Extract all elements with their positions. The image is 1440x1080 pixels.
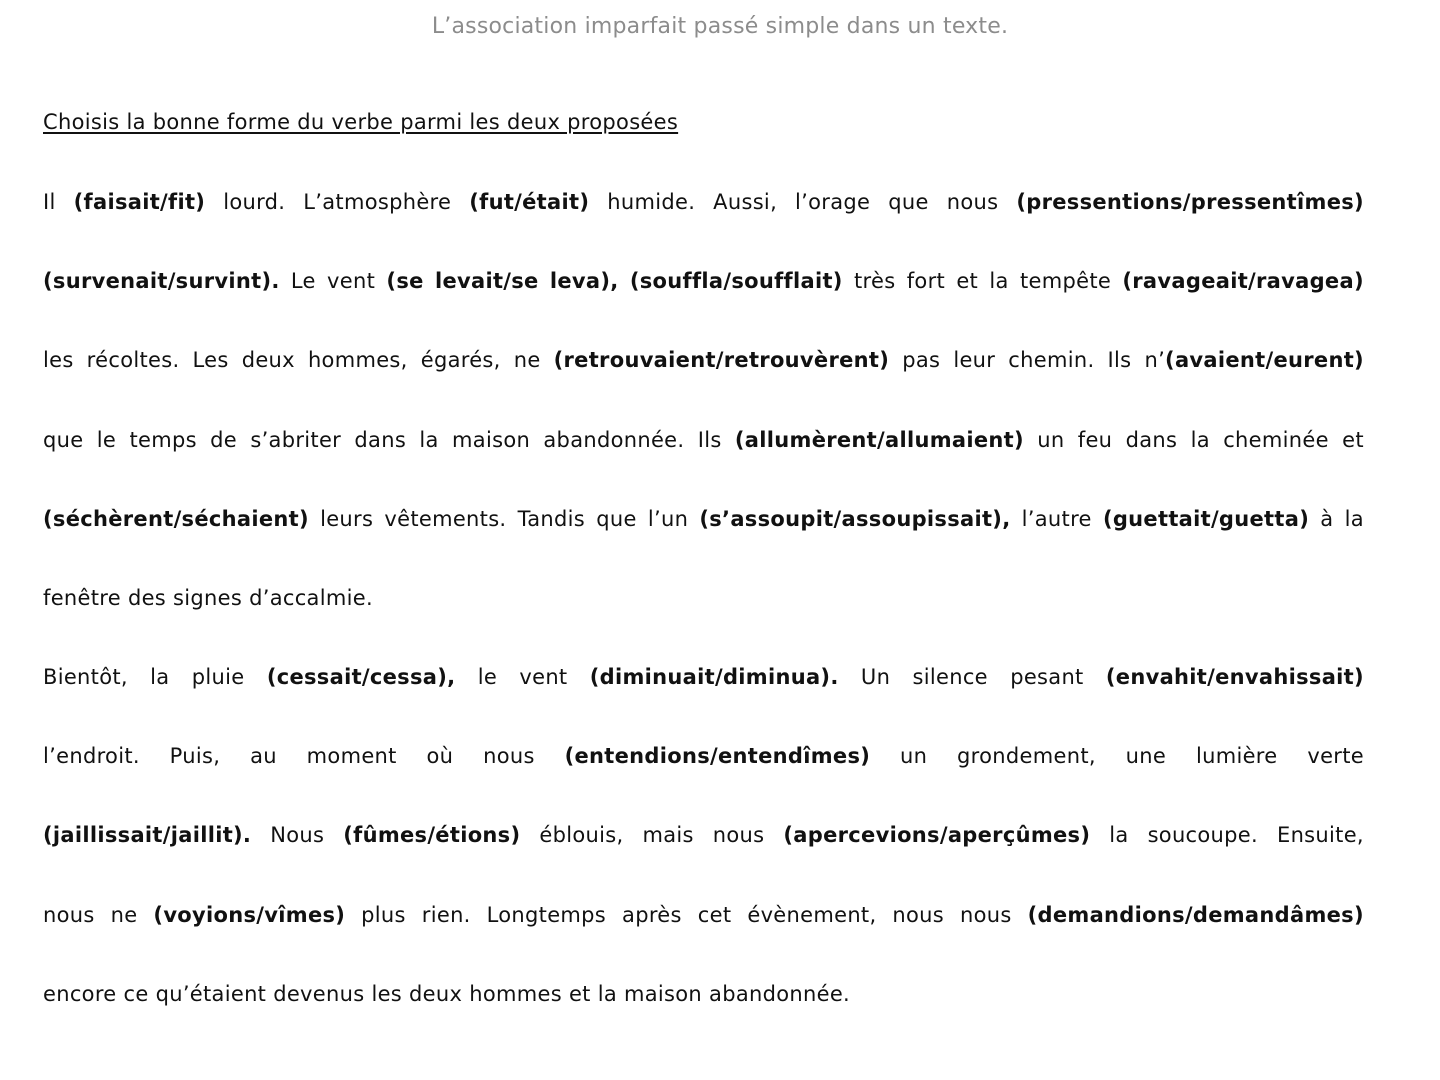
word: feu <box>1077 427 1113 452</box>
word: des <box>127 585 167 610</box>
text-line-last <box>43 559 1364 638</box>
text-line <box>43 638 1364 717</box>
word: hommes <box>469 981 562 1006</box>
word: grondement, <box>957 744 1096 769</box>
word: dans <box>1125 427 1178 452</box>
word: dans <box>354 427 407 452</box>
word: éblouis, <box>539 823 624 848</box>
word: maison <box>623 981 703 1006</box>
word: leurs <box>320 506 374 531</box>
word: temps <box>129 427 197 452</box>
word: lourd. <box>223 190 286 214</box>
word: (entendions/entendîmes) <box>564 744 871 769</box>
text-line <box>43 876 1364 955</box>
document-title: L’association imparfait passé simple dans un texte. <box>431 14 1009 39</box>
word: silence <box>912 665 988 689</box>
word: nous <box>43 902 95 927</box>
word: lumière <box>1195 744 1278 769</box>
word: égarés, <box>420 348 501 373</box>
word: moment <box>306 744 397 769</box>
word: (diminuait/diminua). <box>589 665 839 689</box>
word: nous <box>483 744 535 769</box>
word: (survenait/survint). <box>43 269 280 294</box>
paragraph-1 <box>43 163 1364 638</box>
word: nous <box>712 823 765 848</box>
word: cet <box>697 902 732 927</box>
word: à <box>1320 506 1334 531</box>
exercise-instruction: Choisis la bonne forme du verbe parmi les deux proposées <box>43 110 679 134</box>
word: d’accalmie. <box>249 585 373 610</box>
word: vent <box>327 269 376 294</box>
word: la <box>989 269 1009 294</box>
word: la <box>1344 506 1364 531</box>
word: (envahit/envahissait) <box>1105 665 1364 689</box>
word: Nous <box>270 823 325 848</box>
paragraph-2 <box>43 638 1364 1034</box>
word: et <box>956 269 979 294</box>
word: encore <box>43 981 117 1006</box>
word: (apercevions/aperçûmes) <box>783 823 1091 848</box>
word: fort <box>906 269 946 294</box>
word: L’atmosphère <box>303 190 452 214</box>
word: leur <box>953 348 996 373</box>
word: les <box>43 348 74 373</box>
text-line <box>43 321 1364 400</box>
text-line <box>43 242 1364 321</box>
word: levait/se <box>434 269 539 294</box>
word: la <box>1109 823 1129 848</box>
word: que <box>596 506 637 531</box>
word: pluie <box>191 665 245 689</box>
word: ne <box>110 902 138 927</box>
word: évènement, <box>747 902 877 927</box>
word: (voyions/vîmes) <box>153 902 346 927</box>
word: l’un <box>647 506 689 531</box>
text-line <box>43 717 1364 796</box>
word: (demandions/demandâmes) <box>1027 902 1364 927</box>
word: ne <box>513 348 541 373</box>
word: de <box>210 427 238 452</box>
text-line <box>43 401 1364 480</box>
word: (souffla/soufflait) <box>629 269 843 294</box>
word: cheminée <box>1223 427 1329 452</box>
word: Tandis <box>517 506 586 531</box>
word: un <box>1037 427 1065 452</box>
text-line <box>43 796 1364 875</box>
word: où <box>426 744 454 769</box>
word: et <box>568 981 591 1006</box>
text-line <box>43 163 1364 242</box>
word: rien. <box>421 902 471 927</box>
word: pas <box>902 348 941 373</box>
word: (s’assoupit/assoupissait), <box>699 506 1011 531</box>
word: une <box>1125 744 1167 769</box>
word: mais <box>642 823 694 848</box>
word: ce <box>123 981 149 1006</box>
word: que <box>888 190 929 214</box>
word: Le <box>290 269 316 294</box>
word: leva), <box>549 269 619 294</box>
word: abandonnée. <box>543 427 685 452</box>
word: Bientôt, <box>43 665 128 689</box>
word: (pressentions/pressentîmes) <box>1016 190 1364 214</box>
word: le <box>477 665 498 689</box>
word: deux <box>241 348 295 373</box>
word: (se <box>386 269 424 294</box>
word: (séchèrent/séchaient) <box>43 506 309 531</box>
word: (guettait/guetta) <box>1102 506 1310 531</box>
word: (ravageait/ravagea) <box>1122 269 1364 294</box>
word: la <box>150 665 170 689</box>
word: Longtemps <box>486 902 607 927</box>
word: le <box>96 427 117 452</box>
word: s’abriter <box>250 427 342 452</box>
word: nous <box>960 902 1012 927</box>
word: maison <box>452 427 531 452</box>
text-line <box>43 480 1364 559</box>
word: récoltes. <box>86 348 180 373</box>
word: (retrouvaient/retrouvèrent) <box>553 348 890 373</box>
text-line-last <box>43 955 1364 1034</box>
word: hommes, <box>307 348 408 373</box>
word: abandonnée. <box>709 981 851 1006</box>
word: très <box>853 269 896 294</box>
word: (cessait/cessa), <box>266 665 456 689</box>
word: (fûmes/étions) <box>343 823 521 848</box>
word: tempête <box>1019 269 1112 294</box>
word: (jaillissait/jaillit). <box>43 823 252 848</box>
word: que <box>43 427 84 452</box>
word: qu’étaient <box>155 981 267 1006</box>
word: Ils <box>1107 348 1132 373</box>
word: nous <box>892 902 945 927</box>
word: Aussi, <box>713 190 778 214</box>
word: n’(avaient/eurent) <box>1144 348 1364 373</box>
word: signes <box>173 585 243 610</box>
word: (allumèrent/allumaient) <box>734 427 1024 452</box>
word: Les <box>192 348 229 373</box>
word: et <box>1342 427 1364 452</box>
word: l’endroit. <box>43 744 140 769</box>
word: Puis, <box>169 744 221 769</box>
word: humide. <box>607 190 696 214</box>
word: deux <box>409 981 463 1006</box>
word: Ils <box>697 427 722 452</box>
word: au <box>250 744 277 769</box>
word: vent <box>519 665 568 689</box>
word: après <box>622 902 682 927</box>
word: (fut/était) <box>469 190 590 214</box>
word: l’orage <box>795 190 871 214</box>
word: (faisait/fit) <box>73 190 206 214</box>
word: la <box>1190 427 1210 452</box>
word: les <box>371 981 403 1006</box>
word: la <box>597 981 617 1006</box>
word: la <box>419 427 439 452</box>
word: Il <box>43 190 56 214</box>
word: Un <box>860 665 891 689</box>
word: pesant <box>1010 665 1084 689</box>
word: l’autre <box>1021 506 1092 531</box>
word: verte <box>1307 744 1364 769</box>
word: plus <box>361 902 406 927</box>
word: devenus <box>273 981 365 1006</box>
word: un <box>899 744 928 769</box>
word: vêtements. <box>384 506 507 531</box>
word: nous <box>946 190 999 214</box>
word: soucoupe. <box>1147 823 1258 848</box>
word: Ensuite, <box>1277 823 1364 848</box>
word: fenêtre <box>43 585 121 610</box>
word: chemin. <box>1008 348 1095 373</box>
